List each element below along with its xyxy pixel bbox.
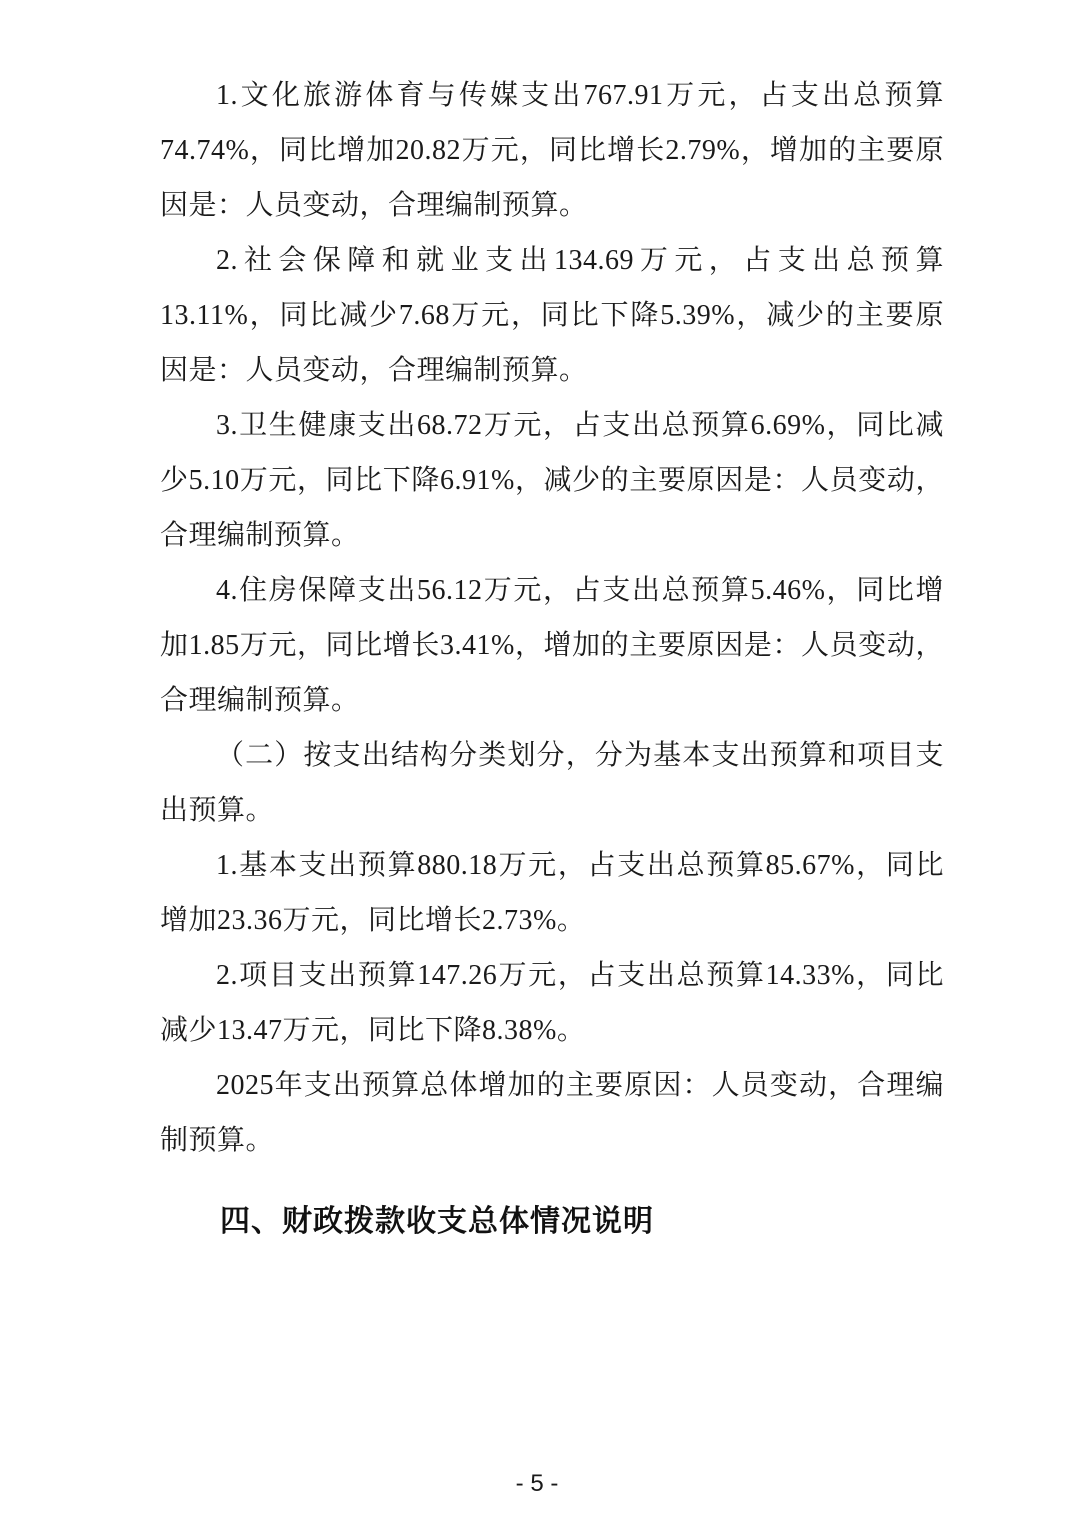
section-heading-fiscal-appropriation: 四、财政拨款收支总体情况说明 <box>220 1205 654 1238</box>
paragraph-2025-increase-reason: 2025年支出预算总体增加的主要原因：人员变动，合理编制预算。 <box>160 1070 944 1156</box>
paragraph-culture-tourism-expense: 1.文化旅游体育与传媒支出767.91万元，占支出总预算74.74%，同比增加20.82万元，同比增长2.79%，增加的主要原因是：人员变动，合理编制预算。 <box>160 80 944 221</box>
page-number: - 5 - <box>515 1470 559 1497</box>
document-body <box>160 68 944 1249</box>
paragraph-expense-structure-intro: （二）按支出结构分类划分，分为基本支出预算和项目支出预算。 <box>160 740 944 826</box>
paragraph-basic-expense-budget: 1.基本支出预算880.18万元，占支出总预算85.67%，同比增加23.36万元，同比增长2.73%。 <box>160 850 944 936</box>
paragraph-health-expense: 3.卫生健康支出68.72万元，占支出总预算6.69%，同比减少5.10万元，同比下降6.91%，减少的主要原因是：人员变动，合理编制预算。 <box>160 410 944 551</box>
paragraph-housing-expense: 4.住房保障支出56.12万元，占支出总预算5.46%，同比增加1.85万元，同比增长3.41%，增加的主要原因是：人员变动，合理编制预算。 <box>160 575 944 716</box>
paragraph-social-security-expense: 2.社会保障和就业支出134.69万元，占支出总预算13.11%，同比减少7.68万元，同比下降5.39%，减少的主要原因是：人员变动，合理编制预算。 <box>160 245 944 386</box>
paragraph-project-expense-budget: 2.项目支出预算147.26万元，占支出总预算14.33%，同比减少13.47万元，同比下降8.38%。 <box>160 960 944 1046</box>
